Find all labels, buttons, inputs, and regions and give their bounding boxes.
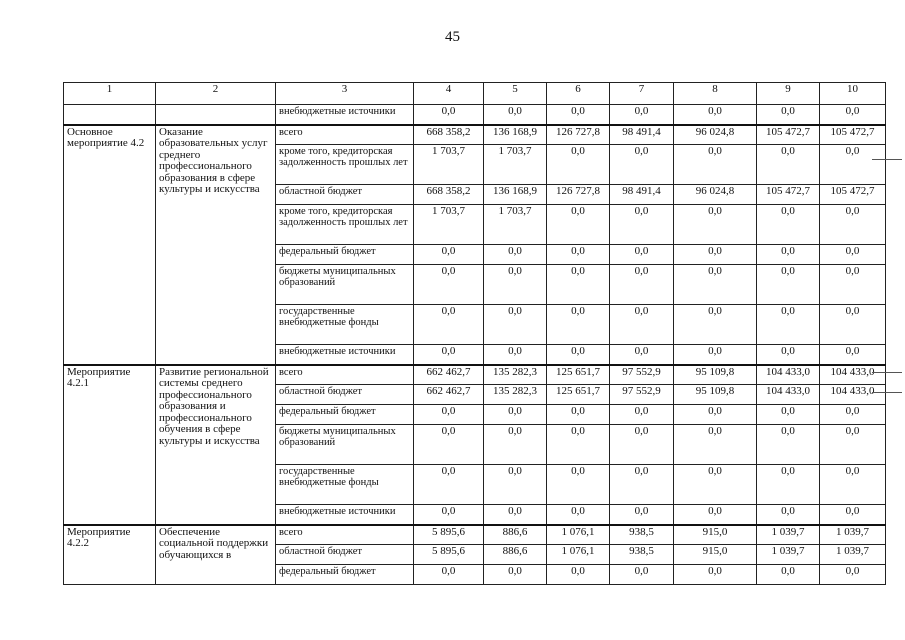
value-cell: 0,0 [547, 345, 610, 365]
page-number: 45 [445, 29, 460, 45]
funding-source-cell: областной бюджет [276, 545, 414, 565]
value-cell: 0,0 [610, 405, 674, 425]
funding-source-cell: бюджеты муниципальных образований [276, 265, 414, 305]
value-cell: 0,0 [757, 145, 820, 185]
value-cell: 104 433,0 [757, 385, 820, 405]
value-cell: 0,0 [757, 505, 820, 525]
scan-artifact-line [872, 372, 902, 373]
value-cell: 0,0 [674, 405, 757, 425]
value-cell: 1 039,7 [820, 525, 886, 545]
value-cell: 0,0 [757, 305, 820, 345]
value-cell: 0,0 [610, 105, 674, 125]
column-header: 8 [674, 83, 757, 105]
value-cell: 0,0 [757, 265, 820, 305]
value-cell: 0,0 [610, 245, 674, 265]
value-cell: 0,0 [820, 205, 886, 245]
value-cell: 668 358,2 [414, 185, 484, 205]
funding-source-cell: федеральный бюджет [276, 245, 414, 265]
value-cell: 0,0 [484, 405, 547, 425]
value-cell: 105 472,7 [757, 125, 820, 145]
value-cell: 662 462,7 [414, 385, 484, 405]
value-cell: 0,0 [820, 345, 886, 365]
value-cell: 0,0 [484, 465, 547, 505]
value-cell: 0,0 [610, 265, 674, 305]
value-cell: 1 076,1 [547, 525, 610, 545]
value-cell: 0,0 [414, 305, 484, 345]
column-header: 9 [757, 83, 820, 105]
value-cell: 136 168,9 [484, 185, 547, 205]
value-cell: 668 358,2 [414, 125, 484, 145]
value-cell: 0,0 [610, 305, 674, 345]
funding-source-cell: кроме того, кредиторская задолженность прошлых лет [276, 145, 414, 185]
value-cell: 126 727,8 [547, 185, 610, 205]
value-cell: 95 109,8 [674, 385, 757, 405]
event-cell [64, 105, 156, 125]
column-header: 7 [610, 83, 674, 105]
value-cell: 0,0 [820, 405, 886, 425]
value-cell: 97 552,9 [610, 385, 674, 405]
value-cell: 0,0 [484, 245, 547, 265]
value-cell: 95 109,8 [674, 365, 757, 385]
value-cell: 886,6 [484, 525, 547, 545]
scan-artifact-line [872, 159, 902, 160]
value-cell: 0,0 [674, 245, 757, 265]
description-cell [156, 105, 276, 125]
value-cell: 0,0 [820, 245, 886, 265]
budget-table [63, 82, 886, 585]
value-cell: 0,0 [610, 425, 674, 465]
value-cell: 136 168,9 [484, 125, 547, 145]
value-cell: 0,0 [547, 145, 610, 185]
value-cell: 1 703,7 [414, 205, 484, 245]
value-cell: 915,0 [674, 545, 757, 565]
value-cell: 0,0 [757, 465, 820, 505]
value-cell: 0,0 [484, 425, 547, 465]
value-cell: 0,0 [674, 265, 757, 305]
value-cell: 98 491,4 [610, 185, 674, 205]
value-cell: 97 552,9 [610, 365, 674, 385]
value-cell: 0,0 [610, 145, 674, 185]
value-cell: 0,0 [414, 345, 484, 365]
value-cell: 104 433,0 [757, 365, 820, 385]
funding-source-cell: бюджеты муниципальных образований [276, 425, 414, 465]
value-cell: 0,0 [414, 505, 484, 525]
value-cell: 0,0 [414, 425, 484, 465]
column-header: 1 [64, 83, 156, 105]
value-cell: 0,0 [484, 505, 547, 525]
value-cell: 0,0 [547, 405, 610, 425]
value-cell: 105 472,7 [820, 185, 886, 205]
value-cell: 0,0 [484, 565, 547, 585]
funding-source-cell: внебюджетные источники [276, 105, 414, 125]
value-cell: 0,0 [674, 345, 757, 365]
funding-source-cell: внебюджетные источники [276, 505, 414, 525]
event-cell: Мероприятие 4.2.1 [64, 365, 156, 525]
value-cell: 886,6 [484, 545, 547, 565]
value-cell: 125 651,7 [547, 365, 610, 385]
value-cell: 1 076,1 [547, 545, 610, 565]
value-cell: 5 895,6 [414, 545, 484, 565]
value-cell: 0,0 [757, 205, 820, 245]
funding-source-cell: областной бюджет [276, 185, 414, 205]
funding-source-cell: всего [276, 365, 414, 385]
value-cell: 0,0 [674, 205, 757, 245]
value-cell: 0,0 [674, 425, 757, 465]
funding-source-cell: всего [276, 525, 414, 545]
funding-source-cell: федеральный бюджет [276, 565, 414, 585]
value-cell: 5 895,6 [414, 525, 484, 545]
value-cell: 0,0 [757, 425, 820, 465]
value-cell: 135 282,3 [484, 385, 547, 405]
value-cell: 0,0 [547, 565, 610, 585]
value-cell: 104 433,0 [820, 385, 886, 405]
table-row [64, 125, 886, 145]
column-header: 5 [484, 83, 547, 105]
value-cell: 0,0 [610, 345, 674, 365]
value-cell: 0,0 [414, 245, 484, 265]
table-row [64, 365, 886, 385]
value-cell: 0,0 [414, 565, 484, 585]
value-cell: 0,0 [610, 565, 674, 585]
value-cell: 0,0 [820, 505, 886, 525]
value-cell: 0,0 [610, 465, 674, 505]
event-cell: Основное мероприятие 4.2 [64, 125, 156, 365]
value-cell: 1 039,7 [757, 525, 820, 545]
value-cell: 1 039,7 [820, 545, 886, 565]
value-cell: 0,0 [414, 465, 484, 505]
table-body [64, 105, 886, 585]
value-cell: 0,0 [610, 205, 674, 245]
funding-source-cell: внебюджетные источники [276, 345, 414, 365]
value-cell: 0,0 [414, 265, 484, 305]
column-header: 2 [156, 83, 276, 105]
header-row [64, 83, 886, 105]
value-cell: 126 727,8 [547, 125, 610, 145]
value-cell: 96 024,8 [674, 125, 757, 145]
table-row [64, 525, 886, 545]
value-cell: 0,0 [820, 145, 886, 185]
value-cell: 1 703,7 [414, 145, 484, 185]
value-cell: 0,0 [820, 265, 886, 305]
value-cell: 0,0 [547, 305, 610, 345]
value-cell: 0,0 [674, 145, 757, 185]
column-header: 6 [547, 83, 610, 105]
value-cell: 0,0 [484, 105, 547, 125]
value-cell: 104 433,0 [820, 365, 886, 385]
funding-source-cell: федеральный бюджет [276, 405, 414, 425]
value-cell: 125 651,7 [547, 385, 610, 405]
column-header: 3 [276, 83, 414, 105]
value-cell: 0,0 [674, 105, 757, 125]
column-header: 10 [820, 83, 886, 105]
funding-source-cell: областной бюджет [276, 385, 414, 405]
value-cell: 0,0 [757, 345, 820, 365]
value-cell: 1 703,7 [484, 205, 547, 245]
value-cell: 938,5 [610, 545, 674, 565]
value-cell: 0,0 [547, 425, 610, 465]
funding-source-cell: государственные внебюджетные фонды [276, 465, 414, 505]
value-cell: 0,0 [820, 305, 886, 345]
value-cell: 0,0 [674, 505, 757, 525]
description-cell: Развитие региональной системы среднего профессионального образования и профессионального обучения в сфере культуры и искусства [156, 365, 276, 525]
value-cell: 0,0 [484, 345, 547, 365]
value-cell: 0,0 [547, 265, 610, 305]
value-cell: 0,0 [820, 425, 886, 465]
description-cell: Обеспечение социальной поддержки обучающихся в [156, 525, 276, 585]
funding-source-cell: кроме того, кредиторская задолженность прошлых лет [276, 205, 414, 245]
value-cell: 0,0 [820, 465, 886, 505]
funding-source-cell: всего [276, 125, 414, 145]
value-cell: 135 282,3 [484, 365, 547, 385]
column-header: 4 [414, 83, 484, 105]
value-cell: 0,0 [414, 405, 484, 425]
value-cell: 0,0 [547, 205, 610, 245]
value-cell: 0,0 [757, 565, 820, 585]
value-cell: 0,0 [820, 565, 886, 585]
value-cell: 0,0 [674, 305, 757, 345]
funding-source-cell: государственные внебюджетные фонды [276, 305, 414, 345]
table-row [64, 105, 886, 125]
value-cell: 0,0 [757, 405, 820, 425]
value-cell: 0,0 [484, 265, 547, 305]
value-cell: 96 024,8 [674, 185, 757, 205]
scan-artifact-line [872, 392, 902, 393]
value-cell: 0,0 [547, 465, 610, 505]
value-cell: 98 491,4 [610, 125, 674, 145]
value-cell: 105 472,7 [757, 185, 820, 205]
value-cell: 1 039,7 [757, 545, 820, 565]
value-cell: 938,5 [610, 525, 674, 545]
value-cell: 0,0 [674, 465, 757, 505]
event-cell: Мероприятие 4.2.2 [64, 525, 156, 585]
value-cell: 0,0 [757, 105, 820, 125]
value-cell: 105 472,7 [820, 125, 886, 145]
value-cell: 0,0 [820, 105, 886, 125]
value-cell: 0,0 [547, 245, 610, 265]
value-cell: 0,0 [757, 245, 820, 265]
value-cell: 0,0 [414, 105, 484, 125]
value-cell: 0,0 [674, 565, 757, 585]
value-cell: 0,0 [484, 305, 547, 345]
value-cell: 0,0 [547, 505, 610, 525]
value-cell: 1 703,7 [484, 145, 547, 185]
value-cell: 915,0 [674, 525, 757, 545]
description-cell: Оказание образовательных услуг среднего профессионального образования в сфере культуры и искусства [156, 125, 276, 365]
value-cell: 0,0 [610, 505, 674, 525]
value-cell: 0,0 [547, 105, 610, 125]
value-cell: 662 462,7 [414, 365, 484, 385]
